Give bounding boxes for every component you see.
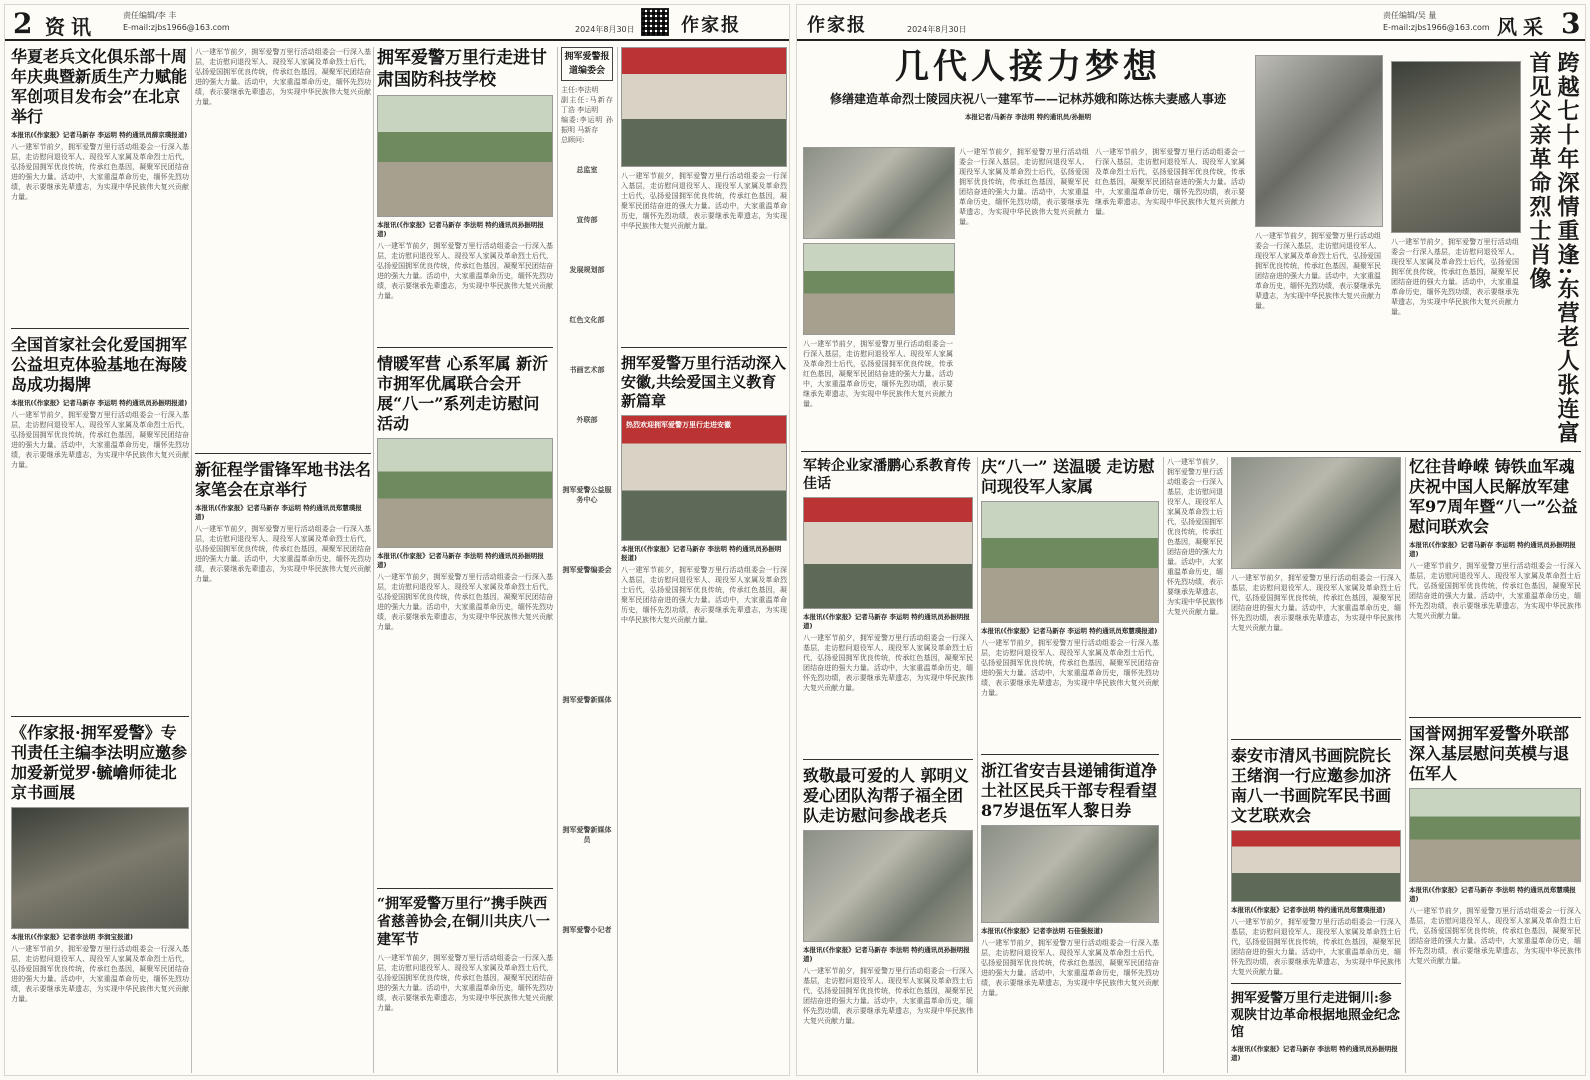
body-b7: 八一建军节前夕，拥军爱警万里行活动组委会一行深入基层，走访慰问退役军人、现役军人家属及革命烈士后代，弘扬爱国拥军优良传统，传承红色基因，凝聚军民团结奋进的强大力量。活动中，大家重温革命历史，缅怀先烈功绩，表示要继承先辈遗志，为实现中华民族伟大复兴贡献力量。 xyxy=(1409,907,1581,965)
right-page xyxy=(796,4,1586,1076)
editor-line: 责任编辑/李 丰 xyxy=(123,11,177,20)
staff-line-6: 发展规划部 xyxy=(569,265,605,274)
photo-elderly-veteran xyxy=(981,825,1159,923)
photo-group-banner xyxy=(621,47,787,167)
byline-a3: 本报讯(《作家报》记者李法明 李润宝报道) xyxy=(11,933,133,941)
body-a8: 八一建军节前夕，拥军爱警万里行活动组委会一行深入基层，走访慰问退役军人、现役军人家属及革命烈士后代，弘扬爱国拥军优良传统，传承红色基因，凝聚军民团结奋进的强大力量。活动中，大家重温革命历史，缅怀先烈功绩，表示要继承先辈遗志，为实现中华民族伟大复兴贡献力量。 xyxy=(377,954,553,1012)
byline-b1: 本报讯(《作家报》记者马新存 李运明 特约通讯员孙振明报道) xyxy=(803,613,970,630)
headline-a5: 新征程学雷锋军地书法名家笔会在京举行 xyxy=(195,460,371,499)
photo-school-visit xyxy=(377,95,553,217)
photo-family-visit xyxy=(981,501,1159,623)
staff-line-13: 拥军爱警新媒体员 xyxy=(562,825,612,844)
byline-b4: 本报讯(《作家报》记者李法明 石佳强报道) xyxy=(981,927,1103,935)
feature-body-3: 八一建军节前夕，拥军爱警万里行活动组委会一行深入基层，走访慰问退役军人、现役军人家属及革命烈士后代，弘扬爱国拥军优良传统，传承红色基因，凝聚军民团结奋进的强大力量。活动中，大家重温革命历史，缅怀先烈功绩，表示要继承先辈遗志，为实现中华民族伟大复兴贡献力量。 xyxy=(803,340,953,408)
body-b2: 八一建军节前夕，拥军爱警万里行活动组委会一行深入基层，走访慰问退役军人、现役军人家属及革命烈士后代，弘扬爱国拥军优良传统，传承红色基因，凝聚军民团结奋进的强大力量。活动中，大家重温革命历史，缅怀先烈功绩，表示要继承先辈遗志，为实现中华民族伟大复兴贡献力量。 xyxy=(981,639,1159,697)
photo-cemetery xyxy=(803,243,955,335)
headline-b1: 军转企业家潘鹏心系教育传佳话 xyxy=(803,458,971,492)
left-page xyxy=(4,4,790,1076)
staff-line-2: 编委:李运明 孙振明 马新存 xyxy=(561,116,613,134)
staff-line-1: 副主任:马新存 丁浩 李运明 xyxy=(561,96,613,114)
body-a2: 八一建军节前夕，拥军爱警万里行活动组委会一行深入基层，走访慰问退役军人、现役军人家属及革命烈士后代，弘扬爱国拥军优良传统，传承红色基因，凝聚军民团结奋进的强大力量。活动中，大家重温革命历史，缅怀先烈功绩，表示要继承先辈遗志，为实现中华民族伟大复兴贡献力量。 xyxy=(11,411,189,469)
headline-a2: 全国首家社会化爱国拥军公益坦克体验基地在海陵岛成功揭牌 xyxy=(11,335,188,394)
photo-visit-military-family xyxy=(377,438,553,548)
headline-a1: 华夏老兵文化俱乐部十周年庆典暨新质生产力赋能军创项目发布会”在北京举行 xyxy=(11,47,188,126)
staff-line-4: 总监室 xyxy=(576,165,598,174)
photo-calligraphy-gala xyxy=(1231,830,1401,902)
headline-b8: 泰安市清风书画院院长王绪润一行应邀参加济南八一书画院军民书画文艺联欢会 xyxy=(1231,746,1392,825)
email: E-mail:zjbs1966@163.com xyxy=(1383,23,1490,32)
byline-b3: 本报讯(《作家报》记者马新存 李法明 特约通讯员孙振明报道) xyxy=(803,946,970,963)
body-cont-b5: 八一建军节前夕，拥军爱警万里行活动组委会一行深入基层，走访慰问退役军人、现役军人家属及革命烈士后代，弘扬爱国拥军优良传统，传承红色基因，凝聚军民团结奋进的强大力量。活动中，大家重温革命历史，缅怀先烈功绩，表示要继承先辈遗志，为实现中华民族伟大复兴贡献力量。 xyxy=(1231,574,1401,632)
body-narrow: 八一建军节前夕，拥军爱警万里行活动组委会一行深入基层，走访慰问退役军人、现役军人家属及革命烈士后代，弘扬爱国拥军优良传统，传承红色基因，凝聚军民团结奋进的强大力量。活动中，大家重温革命历史，缅怀先烈功绩，表示要继承先辈遗志，为实现中华民族伟大复兴贡献力量。 xyxy=(1167,458,1223,616)
section-name: 风采 xyxy=(1497,15,1549,39)
byline-a1: 本报讯(《作家报》记者马新存 李运明 特约通讯员薛京璞报道) xyxy=(11,131,188,139)
byline-b2: 本报讯(《作家报》记者马新存 李运明 特约通讯员郑慧璞报道) xyxy=(981,627,1158,635)
headline-b7: 国誉网拥军爱警外联部深入基层慰问英模与退伍军人 xyxy=(1409,724,1570,783)
headline-a3: 《作家报·拥军爱警》专刊责任主编李法明应邀参加爱新觉罗·毓嶦师徒北京书画展 xyxy=(11,723,188,802)
editor-line: 责任编辑/吴 量 xyxy=(1383,11,1437,20)
left-page-header xyxy=(5,5,789,41)
column-3 xyxy=(377,47,553,1073)
byline-b5: 本报讯(《作家报》记者马新存 李法明 特约通讯员孙振明报道) xyxy=(1231,1045,1398,1062)
staff-line-10: 拥军爱警公益服务中心 xyxy=(562,485,612,504)
headline-b3: 致敬最可爱的人 郭明义爱心团队沟帮子福全团队走访慰问参战老兵 xyxy=(803,766,969,825)
body-a3: 八一建军节前夕，拥军爱警万里行活动组委会一行深入基层，走访慰问退役军人、现役军人家属及革命烈士后代，弘扬爱国拥军优良传统，传承红色基因，凝聚军民团结奋进的强大力量。活动中，大家重温革命历史，缅怀先烈功绩，表示要继承先辈遗志，为实现中华民族伟大复兴贡献力量。 xyxy=(11,945,189,1003)
staff-line-0: 主任:李法明 xyxy=(561,86,599,94)
section-name: 资讯 xyxy=(45,15,97,39)
column-b6 xyxy=(1409,457,1581,1073)
headline-b5: 拥军爱警万里行走进铜川:参观陕甘边革命根据地照金纪念馆 xyxy=(1231,991,1401,1040)
photo-elderly-couple xyxy=(1255,55,1383,227)
feature-article xyxy=(803,47,1253,447)
staff-line-7: 红色文化部 xyxy=(569,315,605,324)
email: E-mail:zjbs1966@163.com xyxy=(123,23,230,32)
feature-subtitle: 修缮建造革命烈士陵园庆祝八一建军节——记林苏娥和陈达栋夫妻感人事迹 xyxy=(829,92,1226,106)
body-b3: 八一建军节前夕，拥军爱警万里行活动组委会一行深入基层，走访慰问退役军人、现役军人家属及革命烈士后代，弘扬爱国拥军优良传统，传承红色基因，凝聚军民团结奋进的强大力量。活动中，大家重温革命历史，缅怀先烈功绩，表示要继承先辈遗志，为实现中华民族伟大复兴贡献力量。 xyxy=(803,967,973,1025)
staff-line-14: 拥军爱警小记者 xyxy=(562,925,612,934)
byline-a2: 本报讯(《作家报》记者马新存 李运明 特约通讯员孙振明报道) xyxy=(11,399,188,407)
column-5 xyxy=(621,47,787,1073)
body-b8: 八一建军节前夕，拥军爱警万里行活动组委会一行深入基层，走访慰问退役军人、现役军人家属及革命烈士后代，弘扬爱国拥军优良传统，传承红色基因，凝聚军民团结奋进的强大力量。活动中，大家重温革命历史，缅怀先烈功绩，表示要继承先辈遗志，为实现中华民族伟大复兴贡献力量。 xyxy=(1231,918,1401,976)
headline-a4: 拥军爱警万里行走进甘肃国防科技学校 xyxy=(377,48,547,90)
staff-line-11: 拥军爱警编委会 xyxy=(562,565,612,574)
column-b5 xyxy=(1231,457,1401,1073)
staff-box-title: 拥军爱警报道编委会 xyxy=(561,47,613,81)
headline-b6: 忆往昔峥嵘 铸铁血军魂庆祝中国人民解放军建军97周年暨“八一”公益慰问联欢会 xyxy=(1409,457,1578,536)
photo-monument xyxy=(1231,457,1401,569)
body-b6: 八一建军节前夕，拥军爱警万里行活动组委会一行深入基层，走访慰问退役军人、现役军人家属及革命烈士后代，弘扬爱国拥军优良传统，传承红色基因，凝聚军民团结奋进的强大力量。活动中，大家重温革命历史，缅怀先烈功绩，表示要继承先辈遗志，为实现中华民族伟大复兴贡献力量。 xyxy=(1409,562,1581,620)
portrait-body-1: 八一建军节前夕，拥军爱警万里行活动组委会一行深入基层，走访慰问退役军人、现役军人家属及革命烈士后代，弘扬爱国拥军优良传统，传承红色基因，凝聚军民团结奋进的强大力量。活动中，大家重温革命历史，缅怀先烈功绩，表示要继承先辈遗志，为实现中华民族伟大复兴贡献力量。 xyxy=(1255,232,1381,310)
headline-a7: 拥军爱警万里行活动深入安徽,共绘爱国主义教育新篇章 xyxy=(621,354,787,410)
byline-b8: 本报讯(《作家报》记者李法明 特约通讯员郑慧璞报道) xyxy=(1231,906,1386,914)
feature-title: 几代人接力梦想 xyxy=(895,47,1161,87)
feature-body-2: 八一建军节前夕，拥军爱警万里行活动组委会一行深入基层，走访慰问退役军人、现役军人家属及革命烈士后代，弘扬爱国拥军优良传统，传承红色基因，凝聚军民团结奋进的强大力量。活动中，大家重温革命历史，缅怀先烈功绩，表示要继承先辈遗志，为实现中华民族伟大复兴贡献力量。 xyxy=(1095,148,1245,216)
body-b4: 八一建军节前夕，拥军爱警万里行活动组委会一行深入基层，走访慰问退役军人、现役军人家属及革命烈士后代，弘扬爱国拥军优良传统，传承红色基因，凝聚军民团结奋进的强大力量。活动中，大家重温革命历史，缅怀先烈功绩，表示要继承先辈遗志，为实现中华民族伟大复兴贡献力量。 xyxy=(981,939,1159,997)
column-b1 xyxy=(803,457,973,1073)
photo-memorial xyxy=(803,147,955,239)
photo-veteran-visit xyxy=(803,830,973,942)
staff-line-5: 宣传部 xyxy=(576,215,598,224)
page-number: 2 xyxy=(13,7,33,40)
column-b2 xyxy=(981,457,1159,1073)
photo-martyr-portrait xyxy=(1391,61,1521,233)
byline-a5: 本报讯(《作家报》记者马新存 李运明 特约通讯员郑慧璞报道) xyxy=(195,504,362,521)
headline-b4: 浙江省安吉县递铺街道净土社区民兵干部专程看望87岁退伍军人黎日券 xyxy=(981,761,1158,820)
body-cont-a1: 八一建军节前夕，拥军爱警万里行活动组委会一行深入基层，走访慰问退役军人、现役军人家属及革命烈士后代，弘扬爱国拥军优良传统，传承红色基因，凝聚军民团结奋进的强大力量。活动中，大家重温革命历史，缅怀先烈功绩，表示要继承先辈遗志，为实现中华民族伟大复兴贡献力量。 xyxy=(195,48,371,106)
column-b-narrow xyxy=(1167,457,1223,1073)
feature-body-1: 八一建军节前夕，拥军爱警万里行活动组委会一行深入基层，走访慰问退役军人、现役军人家属及革命烈士后代，弘扬爱国拥军优良传统，传承红色基因，凝聚军民团结奋进的强大力量。活动中，大家重温革命历史，缅怀先烈功绩，表示要继承先辈遗志，为实现中华民族伟大复兴贡献力量。 xyxy=(959,148,1089,226)
staff-line-12: 拥军爱警新媒体 xyxy=(562,695,612,704)
column-1 xyxy=(11,47,189,1073)
photo-hero-visit xyxy=(1409,788,1581,882)
byline-a4: 本报讯(《作家报》记者马新存 李法明 特约通讯员孙振明报道) xyxy=(377,221,544,238)
body-a4: 八一建军节前夕，拥军爱警万里行活动组委会一行深入基层，走访慰问退役军人、现役军人家属及革命烈士后代，弘扬爱国拥军优良传统，传承红色基因，凝聚军民团结奋进的强大力量。活动中，大家重温革命历史，缅怀先烈功绩，表示要继承先辈遗志，为实现中华民族伟大复兴贡献力量。 xyxy=(377,242,553,300)
issue-date: 2024年8月30日 xyxy=(907,25,967,34)
headline-b2: 庆“八一” 送温暖 走访慰问现役军人家属 xyxy=(981,457,1155,496)
staff-line-3: 总顾问: xyxy=(561,136,585,144)
newspaper-spread xyxy=(4,4,1586,1076)
vertical-headline: 跨越七十年深情重逢:东营老人张连富首见父亲革命烈士肖像 xyxy=(1526,51,1580,446)
byline-a6: 本报讯(《作家报》记者马新存 李法明 特约通讯员孙振明报道) xyxy=(377,552,544,569)
photo-anhui-event xyxy=(621,415,787,541)
body-cont-a4: 八一建军节前夕，拥军爱警万里行活动组委会一行深入基层，走访慰问退役军人、现役军人家属及革命烈士后代，弘扬爱国拥军优良传统，传承红色基因，凝聚军民团结奋进的强大力量。活动中，大家重温革命历史，缅怀先烈功绩，表示要继承先辈遗志，为实现中华民族伟大复兴贡献力量。 xyxy=(621,172,787,230)
body-a7: 八一建军节前夕，拥军爱警万里行活动组委会一行深入基层，走访慰问退役军人、现役军人家属及革命烈士后代，弘扬爱国拥军优良传统，传承红色基因，凝聚军民团结奋进的强大力量。活动中，大家重温革命历史，缅怀先烈功绩，表示要继承先辈遗志，为实现中华民族伟大复兴贡献力量。 xyxy=(621,566,787,624)
body-b1: 八一建军节前夕，拥军爱警万里行活动组委会一行深入基层，走访慰问退役军人、现役军人家属及革命烈士后代，弘扬爱国拥军优良传统，传承红色基因，凝聚军民团结奋进的强大力量。活动中，大家重温革命历史，缅怀先烈功绩，表示要继承先辈遗志，为实现中华民族伟大复兴贡献力量。 xyxy=(803,634,973,692)
column-2 xyxy=(195,47,371,1073)
staff-column xyxy=(561,47,613,1073)
issue-date: 2024年8月30日 xyxy=(575,25,635,34)
body-a1: 八一建军节前夕，拥军爱警万里行活动组委会一行深入基层，走访慰问退役军人、现役军人家属及革命烈士后代，弘扬爱国拥军优良传统，传承红色基因，凝聚军民团结奋进的强大力量。活动中，大家重温革命历史，缅怀先烈功绩，表示要继承先辈遗志，为实现中华民族伟大复兴贡献力量。 xyxy=(11,143,189,201)
staff-line-8: 书画艺术部 xyxy=(569,365,605,374)
page-number: 3 xyxy=(1561,7,1581,40)
body-a5: 八一建军节前夕，拥军爱警万里行活动组委会一行深入基层，走访慰问退役军人、现役军人家属及革命烈士后代，弘扬爱国拥军优良传统，传承红色基因，凝聚军民团结奋进的强大力量。活动中，大家重温革命历史，缅怀先烈功绩，表示要继承先辈遗志，为实现中华民族伟大复兴贡献力量。 xyxy=(195,525,371,583)
byline-b6: 本报讯(《作家报》记者马新存 李运明 特约通讯员孙振明报道) xyxy=(1409,541,1576,558)
headline-a6: 情暖军营 心系军属 新沂市拥军优属联合会开展“八一”系列走访慰问活动 xyxy=(377,354,549,433)
byline-b7: 本报讯(《作家报》记者马新存 李法明 特约通讯员郑慧璞报道) xyxy=(1409,886,1576,903)
feature-byline: 本报记者/马新存 李法明 特约通讯员/孙振明 xyxy=(964,113,1092,121)
staff-line-9: 外联部 xyxy=(576,415,598,424)
photo-calligraphy-exhibition xyxy=(11,807,189,929)
portrait-body-2: 八一建军节前夕，拥军爱警万里行活动组委会一行深入基层，走访慰问退役军人、现役军人家属及革命烈士后代，弘扬爱国拥军优良传统，传承红色基因，凝聚军民团结奋进的强大力量。活动中，大家重温革命历史，缅怀先烈功绩，表示要继承先辈遗志，为实现中华民族伟大复兴贡献力量。 xyxy=(1391,238,1519,316)
masthead: 作家报 xyxy=(807,15,867,36)
byline-a7: 本报讯(《作家报》记者马新存 李法明 特约通讯员孙振明报道) xyxy=(621,545,782,562)
body-a6: 八一建军节前夕，拥军爱警万里行活动组委会一行深入基层，走访慰问退役军人、现役军人家属及革命烈士后代，弘扬爱国拥军优良传统，传承红色基因，凝聚军民团结奋进的强大力量。活动中，大家重温革命历史，缅怀先烈功绩，表示要继承先辈遗志，为实现中华民族伟大复兴贡献力量。 xyxy=(377,573,553,631)
masthead: 作家报 xyxy=(681,15,741,36)
qr-code-icon xyxy=(641,8,669,36)
banner-text: 热烈欢迎拥军爱警万里行走进安徽 xyxy=(626,421,731,429)
photo-education-event xyxy=(803,497,973,609)
right-page-header xyxy=(797,5,1585,41)
headline-a8: “拥军爱警万里行”携手陕西省慈善协会,在铜川共庆八一建军节 xyxy=(377,896,550,948)
